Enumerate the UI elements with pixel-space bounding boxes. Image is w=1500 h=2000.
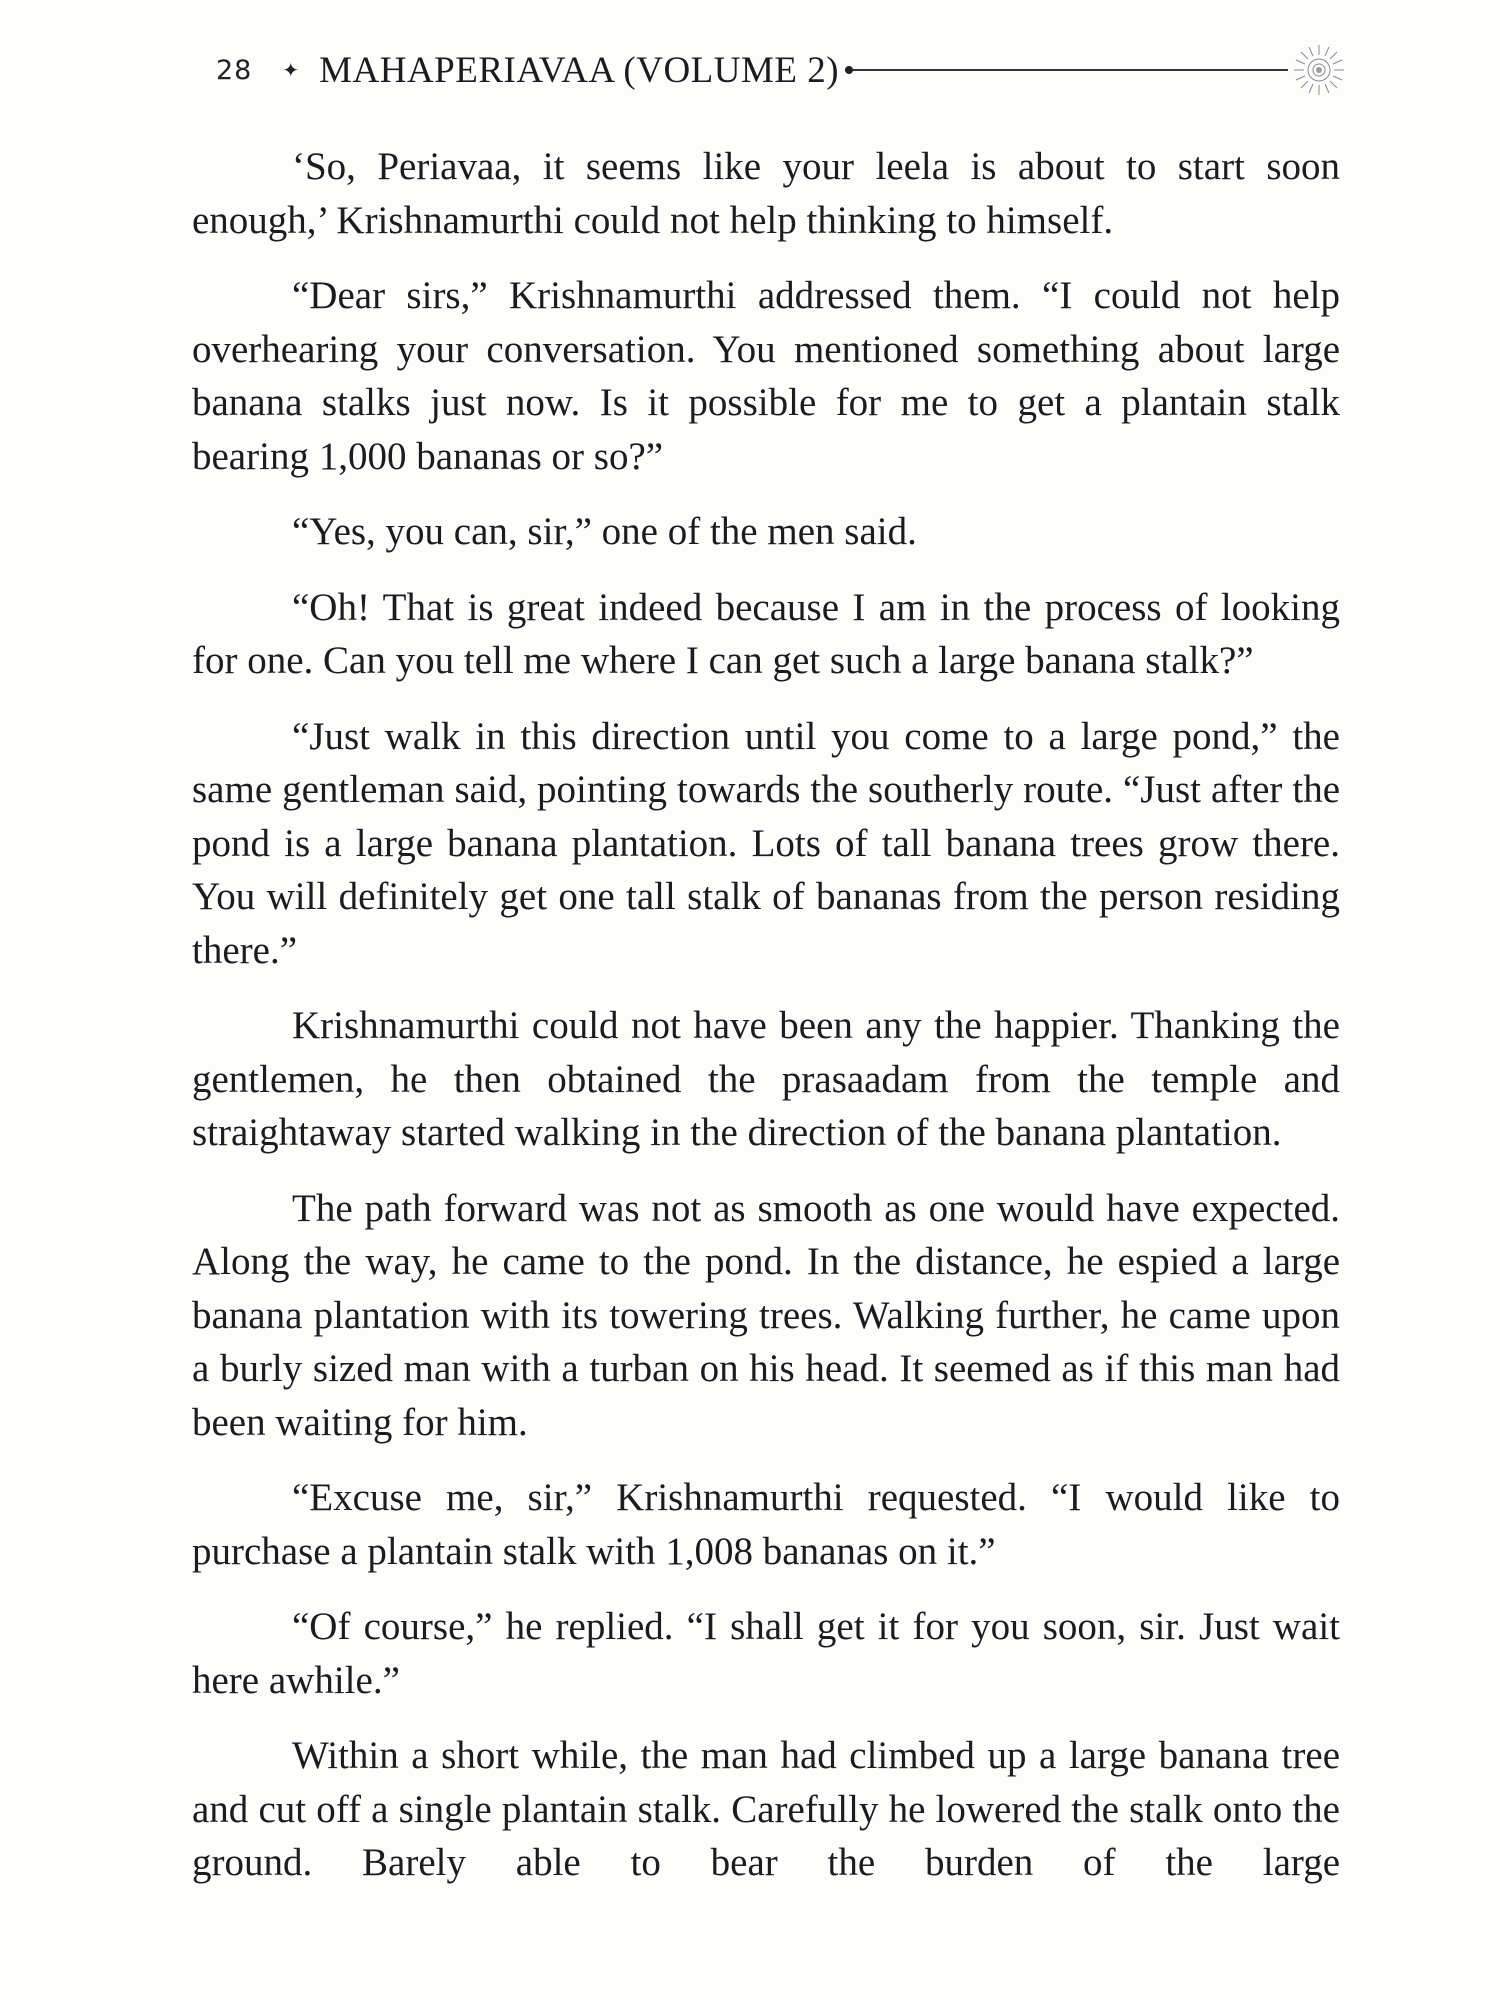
header-star-separator: ✦ bbox=[282, 58, 300, 82]
paragraph: Krishnamurthi could not have been any the happier. Thanking the gentlemen, he then obtained the prasaadam from the temple and straightaway started walking in the direction of the banana plantation. bbox=[192, 1004, 1340, 1154]
paragraph: “Oh! That is great indeed because I am in the process of looking for one. Can you tell me where I can get such a large banana stalk?” bbox=[192, 585, 1340, 682]
paragraph: “Dear sirs,” Krishnamurthi addressed them. “I could not help overhearing your conversation. You mentioned something about large banana stalks just now. Is it possible for me to get a plantain stalk bearing 1,000 bananas or so?” bbox=[192, 274, 1340, 478]
paragraph: The path forward was not as smooth as one would have expected. Along the way, he came to the pond. In the distance, he espied a large banana plantation with its towering trees. Walking further, he came upon a burly sized man with a turban on his head. It seemed as if this man had been waiting for him. bbox=[192, 1186, 1340, 1444]
paragraph: “Just walk in this direction until you come to a large pond,” the same gentleman said, pointing towards the southerly route. “Just after the pond is a large banana plantation. Lots of tall banana trees grow there. You will definitely get one tall stalk of bananas from the person residing there.” bbox=[192, 714, 1340, 972]
paragraph: Within a short while, the man had climbed up a large banana tree and cut off a single plantain stalk. Carefully he lowered the stalk onto the ground. Barely able to bear the burden of the large bbox=[192, 1734, 1340, 1884]
paragraph: ‘So, Periavaa, it seems like your leela is about to start soon enough,’ Krishnamurthi could not help thinking to himself. bbox=[192, 145, 1340, 242]
paragraph: “Yes, you can, sir,” one of the men said. bbox=[292, 510, 917, 553]
page-number: 28 bbox=[216, 54, 253, 86]
sun-ornament-icon bbox=[1292, 43, 1346, 97]
page-body bbox=[192, 140, 1340, 1912]
paragraph: “Excuse me, sir,” Krishnamurthi requested. “I would like to purchase a plantain stalk with 1,008 bananas on it.” bbox=[192, 1476, 1340, 1573]
paragraph: “Of course,” he replied. “I shall get it for you soon, sir. Just wait here awhile.” bbox=[192, 1605, 1340, 1702]
running-header bbox=[216, 42, 1346, 98]
book-title: MAHAPERIAVAA (VOLUME 2) bbox=[319, 49, 840, 91]
header-rule bbox=[845, 69, 1288, 71]
